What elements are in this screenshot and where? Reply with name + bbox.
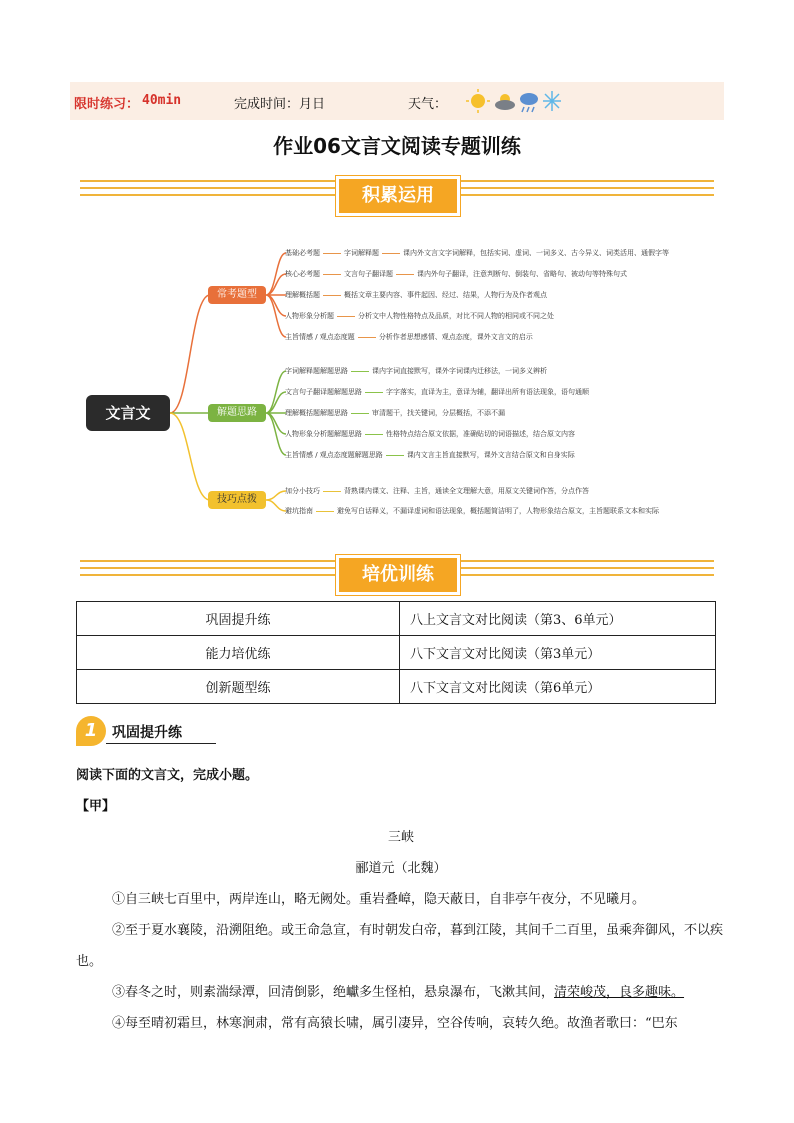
part-number-badge: 1 xyxy=(76,716,106,746)
mind-map xyxy=(80,235,720,525)
table-cell: 八下文言文对比阅读（第3单元） xyxy=(400,636,716,670)
leaf-item: 人物形象分析题解题思路 性格特点结合原文依据，准确贴切的词语描述，结合原文内容 xyxy=(285,430,575,438)
part-heading xyxy=(76,716,216,746)
table-row xyxy=(77,636,716,670)
page-title: 作业06文言文阅读专题训练 xyxy=(273,134,521,158)
rain-icon xyxy=(520,93,538,112)
leaf-item: 理解概括题 概括文章主要内容、事件起因、经过、结果，人物行为及作者观点 xyxy=(285,291,547,299)
table-cell: 创新题型练 xyxy=(77,670,400,704)
table-cell: 八下文言文对比阅读（第6单元） xyxy=(400,670,716,704)
branch-solving-approach: 解题思路 xyxy=(208,404,266,422)
leaf-item: 主旨情感 / 观点态度题 分析作者思想感情、观点态度，课外文言文的启示 xyxy=(285,333,533,341)
leaf-item: 人物形象分析题 分析文中人物性格特点及品质，对比不同人物的相同或不同之处 xyxy=(285,312,554,320)
table-row xyxy=(77,602,716,636)
snow-icon xyxy=(543,91,561,111)
leaf-item: 基础必考题 字词解释题 课内外文言文字词解释，包括实词、虚词、一词多义、古今异义、词类活用、通假字等 xyxy=(285,249,669,257)
leaf-item: 字词解释题解题思路 课内字词直接默写，课外字词课内迁移法，一词多义辨析 xyxy=(285,367,547,375)
practice-time: 40min xyxy=(142,93,182,108)
header-bar xyxy=(70,82,724,120)
summary-table xyxy=(76,601,716,704)
instructions: 阅读下面的文言文，完成小题。 xyxy=(76,768,259,783)
weather-icons xyxy=(465,88,565,114)
underlined-phrase: 清荣峻茂，良多趣味。 xyxy=(554,985,685,1000)
paragraph: ②至于夏水襄陵，沿溯阻绝。或王命急宣，有时朝发白帝，暮到江陵，其间千二百里，虽乘奔御风，不以疾也。 xyxy=(76,923,724,969)
leaf-item: 文言句子翻译题解题思路 字字落实，直译为主，意译为辅，翻译出所有语法现象，语句通顺 xyxy=(285,388,589,396)
section-title-training: 培优训练 xyxy=(336,555,460,595)
leaf-item: 加分小技巧 背熟课内课文、注释、主旨，通读全文理解大意，用原文关键词作答，分点作答 xyxy=(285,487,589,495)
part-underline xyxy=(106,743,216,744)
branch-tips: 技巧点拨 xyxy=(208,491,266,509)
weather-label: 天气： xyxy=(408,97,448,112)
leaf-item: 主旨情感 / 观点态度题解题思路 课内文言主旨直接默写，课外文言结合原文和自身实际 xyxy=(285,451,575,459)
sun-icon xyxy=(466,89,490,113)
paragraph: ③春冬之时，则素湍绿潭，回清倒影，绝巘多生怪柏，悬泉瀑布，飞漱其间，清荣峻茂，良多趣味。 xyxy=(112,985,685,1000)
paragraph: ④每至晴初霜旦，林寒涧肃，常有高猿长啸，属引凄异，空谷传响，哀转久绝。故渔者歌曰：“巴东 xyxy=(112,1016,678,1031)
table-row xyxy=(77,670,716,704)
table-cell: 能力培优练 xyxy=(77,636,400,670)
branch-common-questions: 常考题型 xyxy=(208,286,266,304)
table-cell: 巩固提升练 xyxy=(77,602,400,636)
leaf-item: 核心必考题 文言句子翻译题 课内外句子翻译，注意判断句、倒装句、省略句、被动句等特殊句式 xyxy=(285,270,627,278)
passage-title: 三峡 xyxy=(387,830,414,845)
mind-map-root: 文言文 xyxy=(86,395,170,431)
practice-label: 限时练习： xyxy=(74,97,140,112)
section-title-accumulate: 积累运用 xyxy=(336,176,460,216)
passage-label: 【甲】 xyxy=(76,799,116,814)
table-cell: 八上文言文对比阅读（第3、6单元） xyxy=(400,602,716,636)
finish-time-label: 完成时间：月日 xyxy=(234,97,326,112)
part-label: 巩固提升练 xyxy=(112,725,182,741)
leaf-item: 避坑指南 避免写白话释义，不漏译虚词和语法现象，概括题简洁明了，人物形象结合原文，主旨题联系文本和实际 xyxy=(285,507,659,515)
passage-author: 郦道元（北魏） xyxy=(355,861,447,876)
cloudy-icon xyxy=(495,94,515,110)
leaf-item: 理解概括题解题思路 审清题干，找关键词，分层概括，不添不漏 xyxy=(285,409,505,417)
reading-passage xyxy=(76,760,726,1039)
paragraph: ①自三峡七百里中，两岸连山，略无阙处。重岩叠嶂，隐天蔽日，自非亭午夜分，不见曦月。 xyxy=(112,892,646,907)
